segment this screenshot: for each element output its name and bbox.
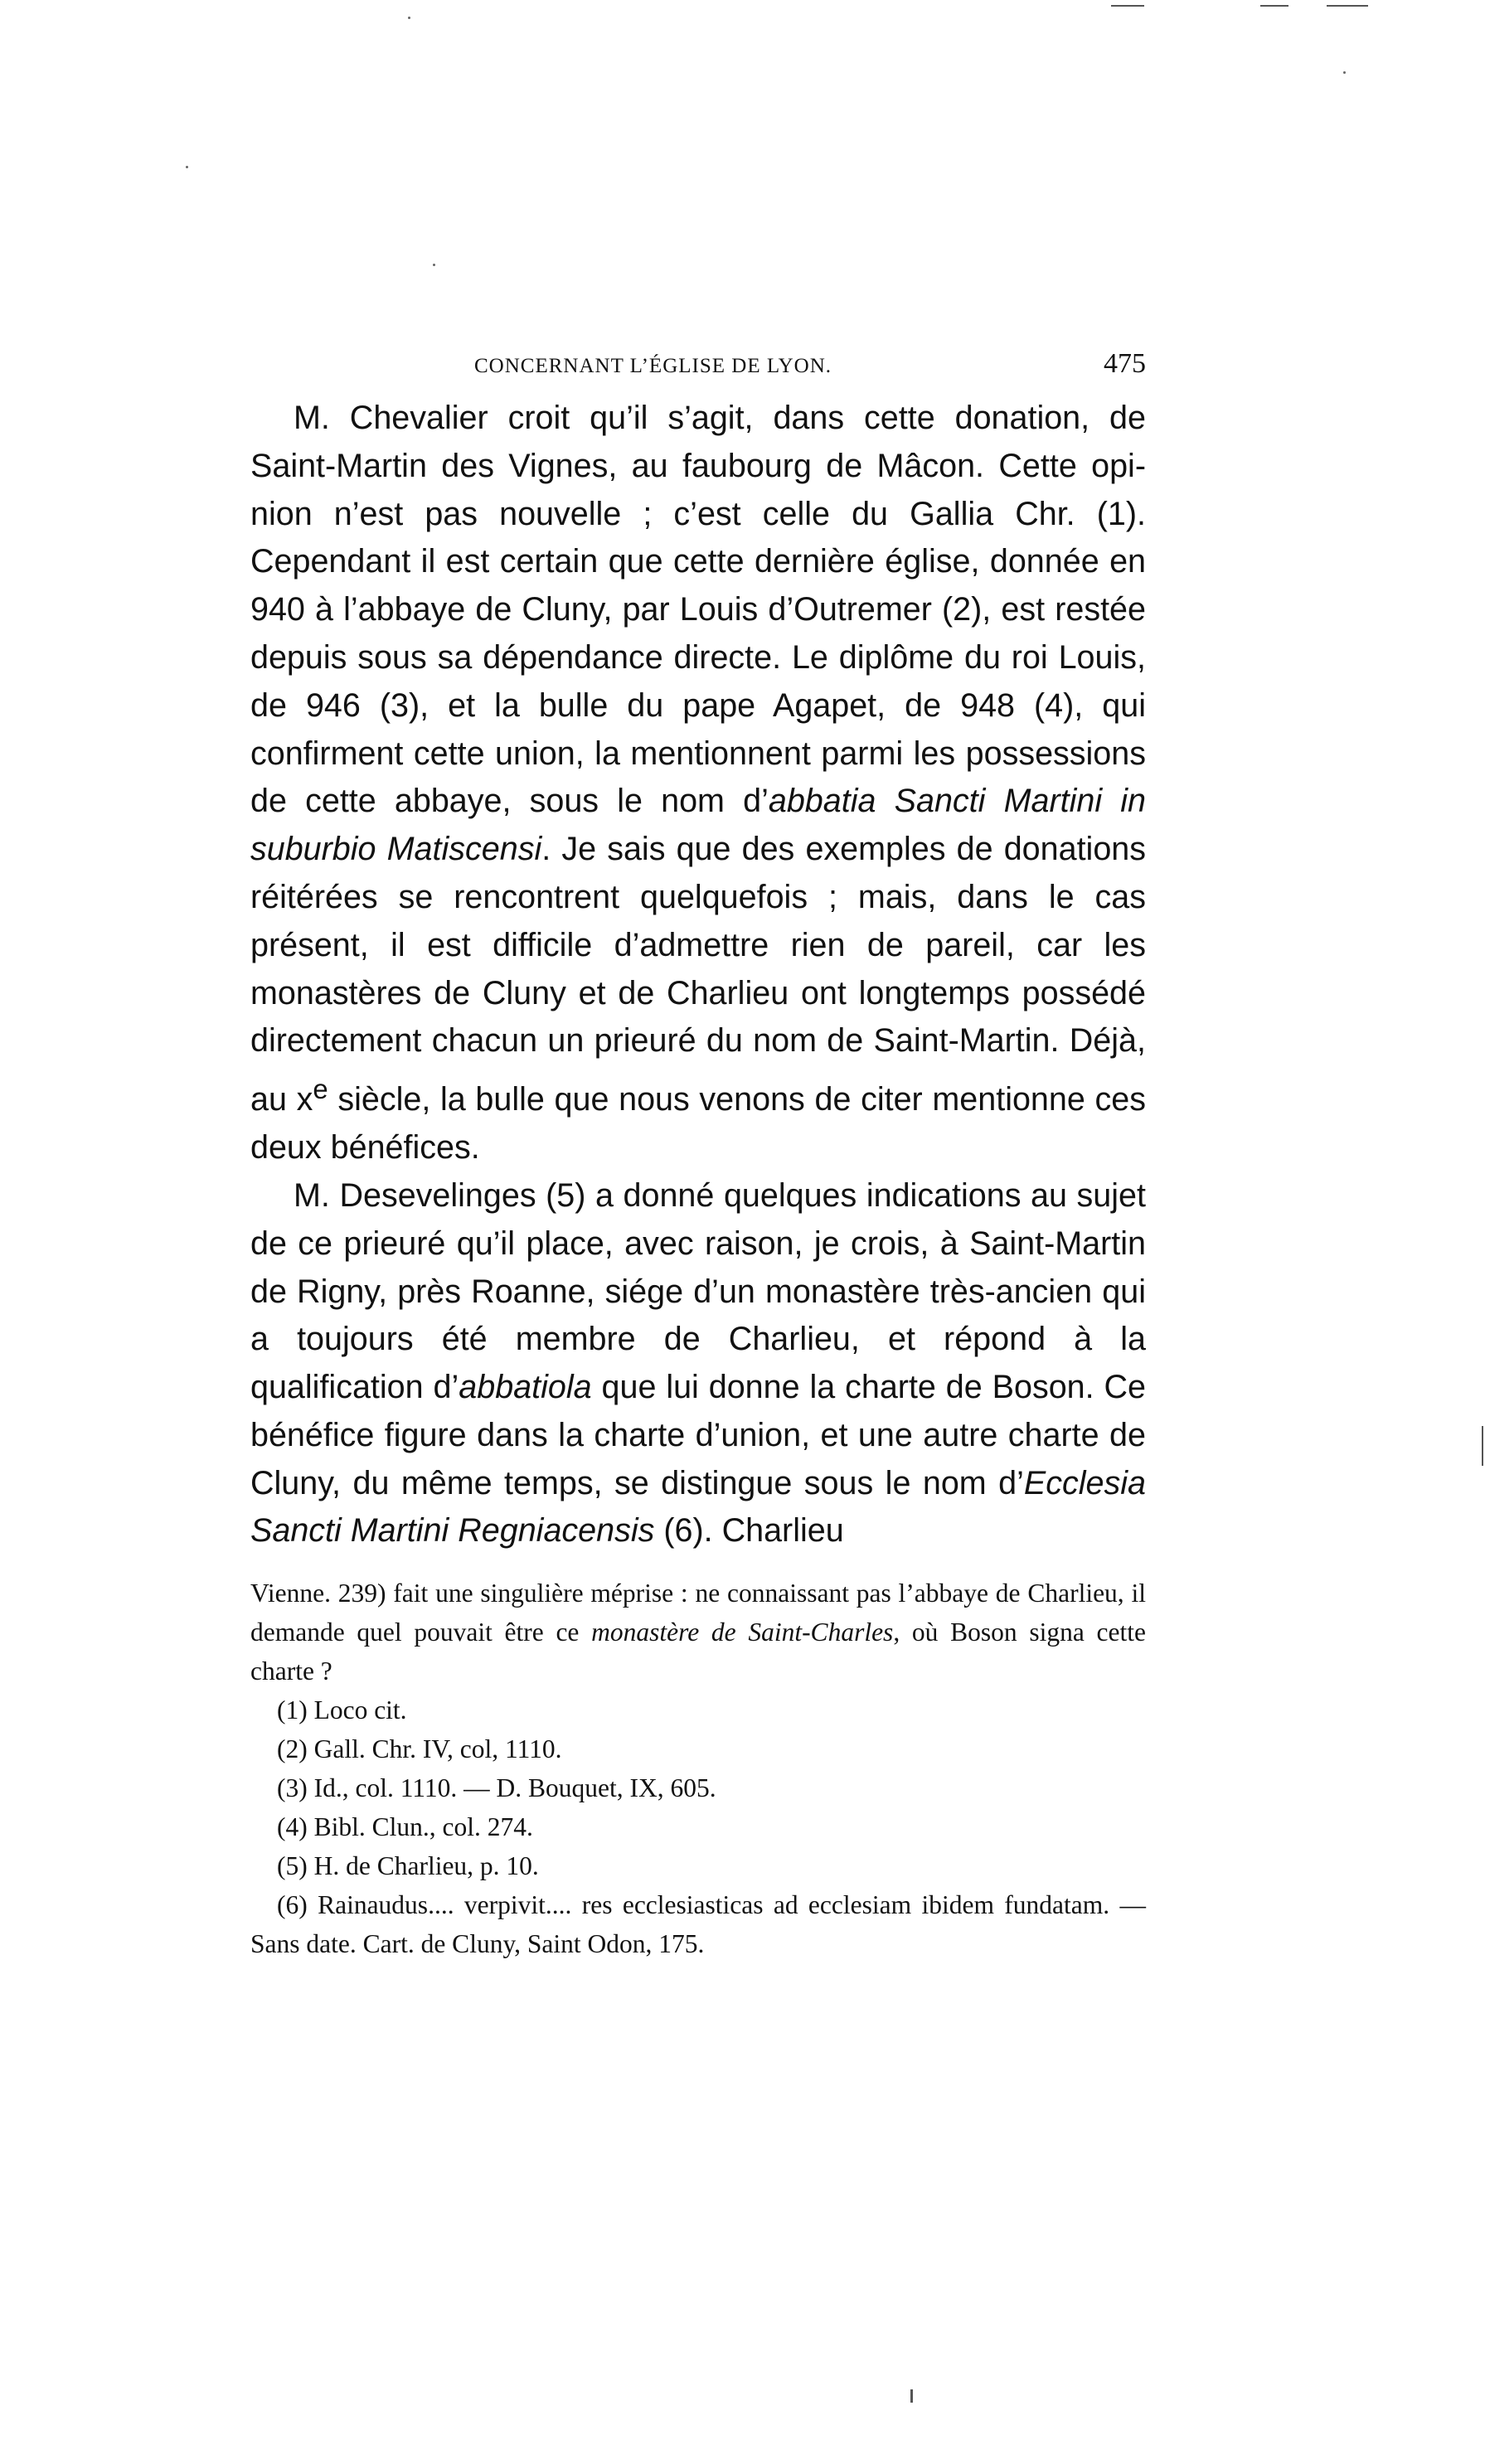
scan-mark (910, 2389, 913, 2403)
text-run: (6). Charlieu (654, 1512, 844, 1550)
text-run: . Je sais que des exemples de donations réitérées se rencontrent quelquefois ; mais, dans le cas présent, il est difficile d’admettre rien de pareil, car les monastères de Cluny et de Charlieu ont longtemps possédé directement chacun un prieuré du nom de Saint-Martin. Déjà, au x (250, 831, 1146, 1118)
footnote-continuation (250, 1574, 1146, 1690)
scan-mark (1111, 5, 1144, 7)
scan-mark (1482, 1426, 1483, 1466)
text-run: M. Desevelinges (5) a donné quelques indications au sujet de ce prieuré qu’il place, avec raison, je crois, à Saint-Martin de Rigny, près Roanne, siége d’un monastère très-ancien qui a toujours été membre de Charlieu, et répond à la qualification d’ (250, 1176, 1146, 1406)
scan-speck (408, 17, 410, 19)
paragraph-2 (250, 1172, 1146, 1555)
italic-run: Ecclesia Sancti Martini Regniacensis (250, 1464, 1146, 1550)
running-head (250, 348, 1146, 390)
footnote-3: (3) Id., col. 1110. — D. Bouquet, IX, 605. (277, 1773, 716, 1802)
footnote-2: (2) Gall. Chr. IV, col, 1110. (277, 1734, 562, 1763)
paragraph-1 (250, 395, 1146, 1172)
text-run: M. Chevalier croit qu’il s’agit, dans cette donation, de Saint-Martin des Vignes, au faubourg de Mâcon. Cette opinion n’est pas nouvelle ; c’est celle du Gallia Chr. (1). Cependant il est certain que cette dernière église, donnée en 940 à l’abbaye de Cluny, par Louis d’Outremer (2), est restée depuis sous sa dépendance directe. Le diplôme du roi Louis, de 946 (3), et la bulle du pape Agapet, de 948 (4), qui confirment cette union, la mentionnent parmi les possessions de cette abbaye, sous le nom d’ (250, 400, 1146, 820)
scan-mark (1327, 5, 1368, 7)
text-run: siècle, la bulle que nous venons de citer mentionne ces deux bénéfices. (250, 1081, 1146, 1167)
italic-run: monastère de Saint-Charles (591, 1618, 894, 1647)
scan-mark (1260, 5, 1288, 7)
text-run: Vienne. 239) fait une singulière méprise : ne connaissant pas l’abbaye de Charlieu, il demande quel pouvait être ce (250, 1579, 1146, 1647)
footnote-4: (4) Bibl. Clun., col. 274. (277, 1812, 533, 1841)
superscript-run: e (313, 1074, 328, 1105)
italic-run: abbatiola (459, 1369, 592, 1406)
footnotes (250, 1574, 1146, 1963)
page-number: 475 (1104, 348, 1146, 379)
text-run: que lui donne la charte de Boson. Ce bénéfice figure dans la charte d’union, et une autre charte de Cluny, du même temps, se distingue sous le nom d’ (250, 1369, 1147, 1501)
scan-speck (1343, 71, 1346, 74)
text-run: , où Boson signa cette charte ? (250, 1618, 1146, 1686)
scan-speck (433, 264, 435, 266)
footnote-5: (5) H. de Charlieu, p. 10. (277, 1851, 539, 1880)
footnote-1: (1) Loco cit. (277, 1695, 407, 1724)
body-text (250, 395, 1146, 1555)
footnote-6: (6) Rainaudus.... verpivit.... res ecclesiasticas ad ecclesiam ibidem fundatam. — Sans date. Cart. de Cluny, Saint Odon, 175. (250, 1890, 1146, 1958)
running-title: CONCERNANT L’ÉGLISE DE LYON. (474, 355, 832, 377)
scan-speck (186, 166, 188, 168)
italic-run: abbatia Sancti Martini in suburbio Matiscensi (250, 783, 1146, 868)
